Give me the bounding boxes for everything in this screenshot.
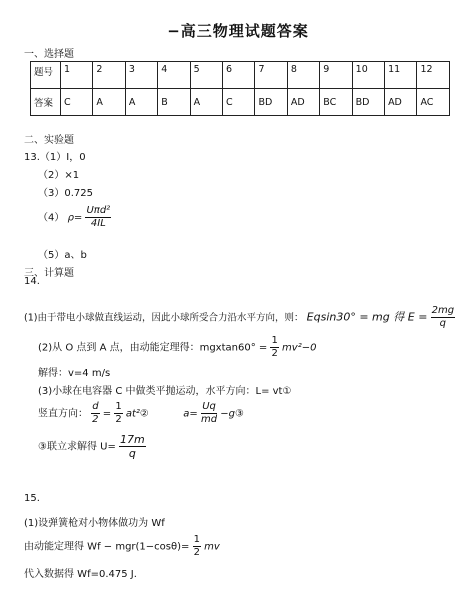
q13-part2: （2）×1	[38, 170, 80, 181]
q15-part2-fraction	[193, 535, 201, 558]
q14-part2-fraction	[270, 336, 278, 359]
table-cell: C	[223, 89, 255, 116]
q14-part1-fraction	[431, 306, 455, 329]
table-cell: 7	[255, 62, 287, 89]
table-cell: 题号	[31, 62, 61, 89]
table-cell: 2	[93, 62, 125, 89]
table-cell: C	[61, 89, 93, 116]
q14-part3-equals: =	[102, 408, 112, 420]
q14-part3-U-fraction	[119, 434, 146, 459]
table-cell: 4	[158, 62, 190, 89]
answer-table	[30, 61, 450, 116]
q13-part5: （5）a、b	[38, 250, 87, 261]
table-cell: BC	[320, 89, 352, 116]
fraction-denominator: md	[200, 414, 218, 425]
table-cell: A	[190, 89, 222, 116]
fraction-denominator: 2	[193, 547, 200, 558]
q14-part3-result-text: ③联立求解得 U=	[38, 441, 116, 453]
table-cell: B	[158, 89, 190, 116]
fraction-numerator: 1	[115, 401, 122, 412]
table-cell: 答案	[31, 89, 61, 116]
table-cell: BD	[255, 89, 287, 116]
fraction-numerator: Uq	[202, 401, 216, 412]
q14-part3-horizontal: (3)小球在电容器 C 中做类平抛运动，水平方向：L= vt①	[38, 386, 292, 397]
page-title: −高三物理试题答案	[167, 22, 309, 40]
table-cell: 11	[385, 62, 417, 89]
section-heading-choice: 一、选择题	[24, 49, 74, 60]
q14-part3-a: a=	[183, 408, 198, 420]
q14-part3-d-fraction	[91, 402, 99, 425]
q14-part3-half-fraction	[114, 402, 122, 425]
q14-part1-equation: Eqsin30° = mg 得 E =	[306, 310, 428, 324]
table-cell: 9	[320, 62, 352, 89]
q14-part3-result	[38, 434, 146, 459]
q13-part4-lhs: ρ=	[67, 212, 83, 224]
table-cell: 5	[190, 62, 222, 89]
table-cell: 6	[223, 62, 255, 89]
q14-part3-a-fraction	[201, 402, 217, 425]
table-cell: 3	[125, 62, 157, 89]
table-cell: 8	[287, 62, 319, 89]
q15-part2	[24, 535, 220, 558]
fraction-denominator: 2	[92, 414, 99, 425]
fraction-denominator: q	[128, 447, 136, 460]
table-cell: A	[125, 89, 157, 116]
q14-part3-at2: at²②	[125, 408, 149, 420]
table-row-answers	[31, 89, 450, 116]
fraction-numerator: 17m	[120, 433, 145, 446]
table-cell: BD	[352, 89, 384, 116]
fraction-numerator: d	[92, 401, 99, 412]
fraction-numerator: 1	[271, 335, 278, 346]
q14-part1-text: (1)由于带电小球做直线运动，因此小球所受合力沿水平方向，则：	[24, 312, 304, 324]
table-cell: AC	[417, 89, 450, 116]
q14-part1	[24, 306, 455, 329]
fraction-denominator: q	[439, 318, 447, 329]
fraction-numerator: Uπd²	[86, 205, 111, 216]
q15-part3: 代入数据得 Wf=0.475 J.	[24, 569, 137, 580]
q14-part3-vertical	[38, 402, 244, 425]
section-heading-experiment: 二、实验题	[24, 135, 74, 146]
q14-part3-a-tail: −g③	[220, 408, 244, 420]
q15-part2-tail: mv	[204, 541, 220, 553]
fraction-denominator: 4IL	[90, 218, 106, 229]
table-cell: AD	[287, 89, 319, 116]
fraction-denominator: 2	[115, 414, 122, 425]
q14-part2-solution: 解得：v=4 m/s	[38, 368, 111, 379]
fraction-denominator: 2	[271, 348, 278, 359]
q15-part1: (1)设弹簧枪对小物体做功为 Wf	[24, 518, 165, 529]
q13-part4-label: （4）	[38, 212, 65, 224]
q14-part2	[38, 336, 316, 359]
q14-part3-vertical-label: 竖直方向：	[38, 408, 88, 420]
fraction-numerator: 1	[193, 534, 200, 545]
q13-part1: 13.（1）I，0	[24, 152, 86, 163]
q13-part4	[38, 206, 111, 229]
table-cell: 12	[417, 62, 450, 89]
table-row-question-numbers	[31, 62, 450, 89]
fraction-numerator: 2mg	[431, 305, 455, 316]
q15-part2-text: 由动能定理得 Wf − mgr(1−cosθ)=	[24, 541, 190, 553]
table-cell: 1	[61, 62, 93, 89]
q13-part4-fraction	[85, 206, 111, 229]
table-cell: AD	[385, 89, 417, 116]
q14-part2-text: (2)从 O 点到 A 点，由动能定理得：mgxtan60° =	[38, 342, 268, 354]
table-cell: A	[93, 89, 125, 116]
section-heading-calculation: 三、计算题	[24, 268, 74, 279]
table-cell: 10	[352, 62, 384, 89]
q13-part3: （3）0.725	[38, 188, 93, 199]
q15-number: 15.	[24, 493, 40, 504]
q14-number: 14.	[24, 276, 40, 287]
q14-part2-tail: mv²−0	[282, 342, 317, 354]
